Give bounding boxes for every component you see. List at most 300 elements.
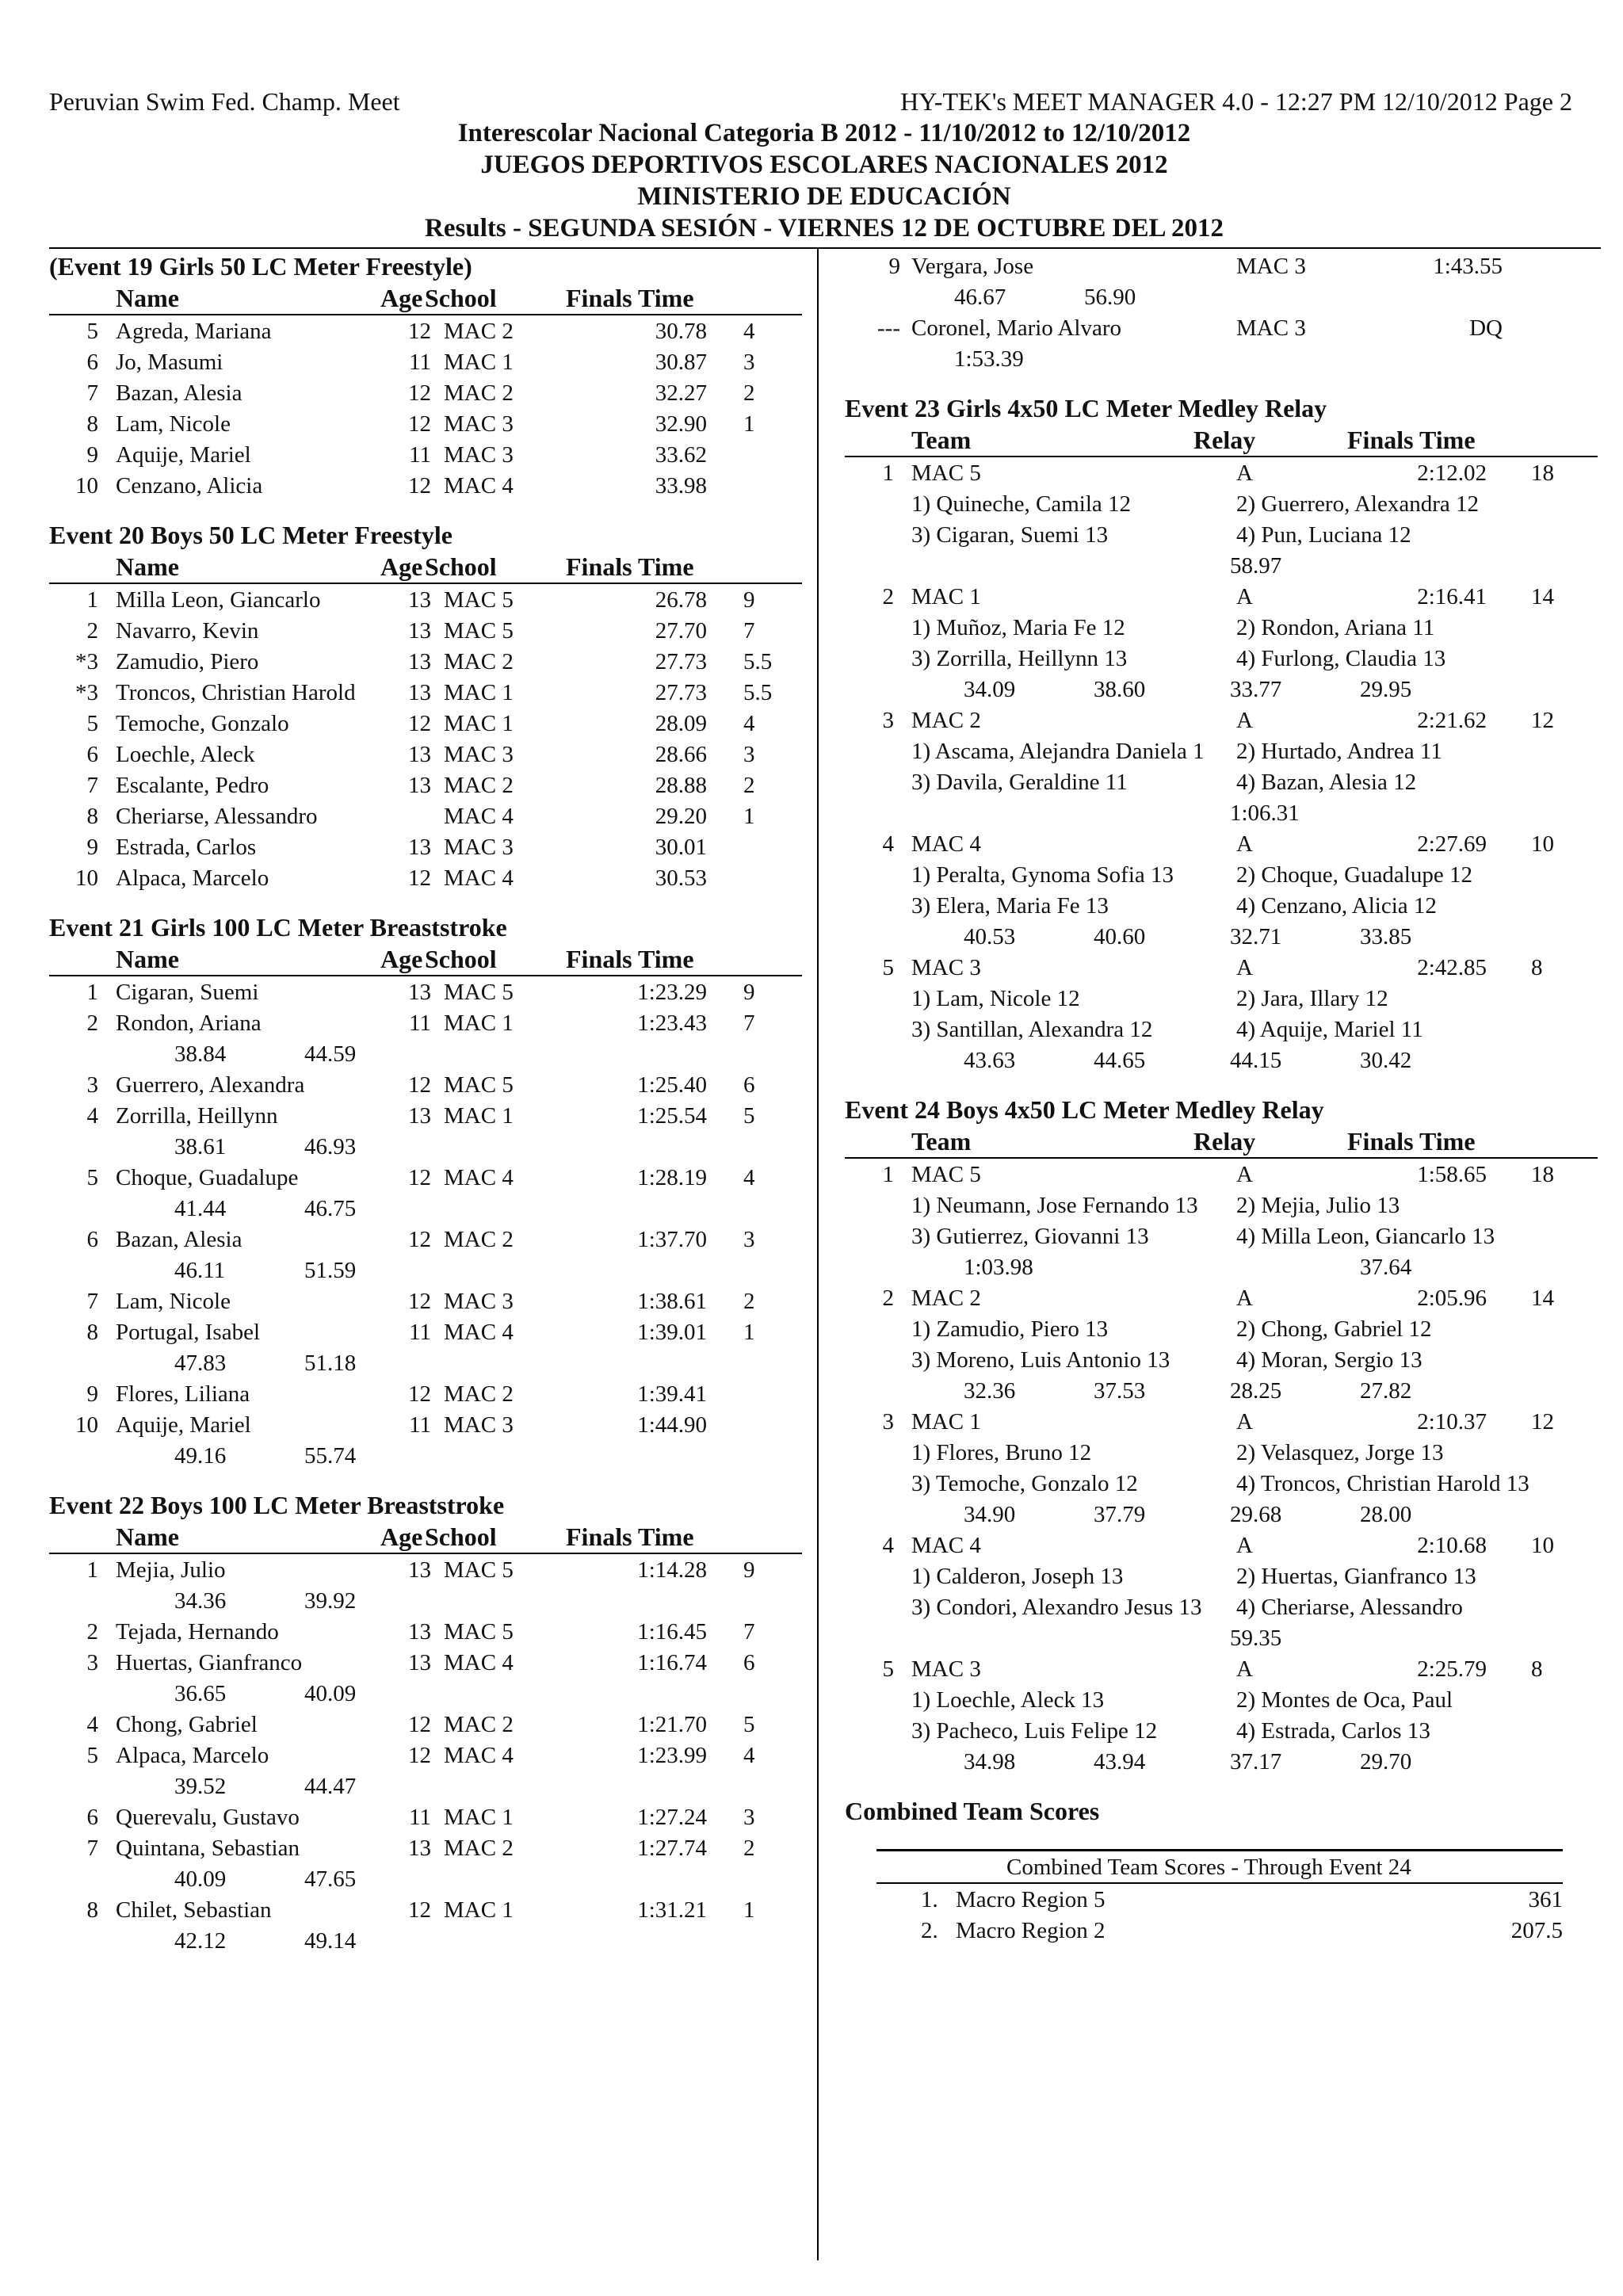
relay-letter: A [1236,831,1253,857]
relay-letter: A [1236,1533,1253,1558]
split-row [845,343,1598,374]
age: 12 [408,1227,431,1252]
points: 12 [1531,708,1554,733]
place: 5 [86,1165,98,1190]
swimmer-name: Vergara, Jose [911,254,1034,279]
relay-swimmers [845,1715,1598,1746]
result-row [49,1616,810,1647]
team-rank: 2. [921,1918,938,1943]
relay-swimmer: 4) Estrada, Carlos 13 [1236,1718,1430,1744]
relay-letter: A [1236,708,1253,733]
relay-swimmer: 2) Rondon, Ariana 11 [1236,615,1435,640]
split-row [49,1925,810,1956]
event-title-text: Event 24 Boys 4x50 LC Meter Medley Relay [845,1095,1324,1124]
split-time: 37.17 [1230,1749,1282,1775]
split-time: 47.83 [174,1350,227,1376]
swimmer-name: Aquije, Mariel [116,442,251,468]
swimmer-name: Cenzano, Alicia [116,473,263,499]
age: 13 [408,649,431,674]
place: 1 [86,1557,98,1583]
team: MAC 1 [911,584,981,609]
team-score-row [876,1884,1563,1915]
school: MAC 5 [444,980,514,1005]
school: MAC 3 [444,1412,514,1438]
finals-time: 33.98 [655,473,707,499]
points: 6 [743,1072,755,1098]
school: MAC 1 [444,680,514,705]
place: 9 [86,442,98,468]
school: MAC 4 [444,1165,514,1190]
age: 13 [408,980,431,1005]
meet-title: Interescolar Nacional Categoria B 2012 - 11/10/2012 to 12/10/2012 [457,119,1191,147]
relay-swimmer: 4) Moran, Sergio 13 [1236,1347,1423,1373]
age: 13 [408,680,431,705]
age: 12 [408,1381,431,1407]
school: MAC 1 [444,1010,514,1036]
split-row [49,1585,810,1616]
school: MAC 2 [444,773,514,798]
split-time: 46.93 [304,1134,357,1159]
finals-time: 1:44.90 [637,1412,707,1438]
age: 12 [408,319,431,344]
split-time: 55.74 [304,1443,357,1469]
relay-swimmer: 1) Calderon, Joseph 13 [911,1564,1124,1589]
age: 11 [409,350,431,375]
relay-swimmer: 1) Lam, Nicole 12 [911,986,1080,1011]
finals-time: 30.01 [655,835,707,860]
split-time: 39.92 [304,1588,357,1614]
relay-swimmer: 4) Aquije, Mariel 11 [1236,1017,1423,1042]
split-row [49,1131,810,1162]
split-time: 1:53.39 [954,346,1024,372]
finals-time: 32.27 [655,380,707,406]
swimmer-name: Alpaca, Marcelo [116,1743,269,1768]
school: MAC 4 [444,804,514,829]
relay-swimmer: 3) Pacheco, Luis Felipe 12 [911,1718,1158,1744]
place: 5 [882,955,894,980]
place: 8 [86,1897,98,1923]
age: 12 [408,1743,431,1768]
split-time: 41.44 [174,1196,227,1221]
place: 5 [86,711,98,736]
split-time: 39.52 [174,1774,227,1799]
school: MAC 2 [444,1836,514,1861]
age: 12 [408,411,431,437]
school: MAC 5 [444,618,514,644]
place: 7 [86,380,98,406]
relay-swimmers [845,890,1598,921]
swimmer-name: Querevalu, Gustavo [116,1805,300,1830]
relay-swimmers [845,1313,1598,1344]
place: 3 [86,1072,98,1098]
school: MAC 2 [444,649,514,674]
relay-swimmers [845,983,1598,1014]
finals-time: 1:14.28 [637,1557,707,1583]
school: MAC 2 [444,1227,514,1252]
header-relay: Relay [1193,1127,1256,1156]
split-time: 28.25 [1230,1378,1282,1404]
age: 12 [408,1072,431,1098]
finals-time: 1:27.24 [637,1805,707,1830]
points: 1 [743,411,755,437]
team: MAC 2 [911,1286,981,1311]
relay-swimmer: 4) Cheriarse, Alessandro [1236,1595,1463,1620]
finals-time: 26.78 [655,587,707,613]
swimmer-name: Huertas, Gianfranco [116,1650,303,1675]
header-school: School [425,552,497,581]
swimmer-name: Navarro, Kevin [116,618,259,644]
result-row [49,831,810,862]
place: 2 [86,618,98,644]
result-row [49,1832,810,1863]
split-row [845,550,1598,581]
relay-row [845,705,1598,735]
split-time: 42.12 [174,1928,227,1954]
school: MAC 4 [444,1650,514,1675]
finals-time: 27.70 [655,618,707,644]
finals-time: 2:05.96 [1417,1286,1487,1311]
relay-swimmer: 2) Velasquez, Jorge 13 [1236,1440,1444,1465]
place: 6 [86,1805,98,1830]
swimmer-name: Choque, Guadalupe [116,1165,299,1190]
finals-time: 28.66 [655,742,707,767]
points: 1 [743,1320,755,1345]
split-time: 29.68 [1230,1502,1282,1527]
swimmer-name: Aquije, Mariel [116,1412,251,1438]
school: MAC 2 [444,319,514,344]
split-time: 38.61 [174,1134,227,1159]
split-time: 49.14 [304,1928,357,1954]
swimmer-name: Portugal, Isabel [116,1320,261,1345]
points: 1 [743,1897,755,1923]
place: 7 [86,773,98,798]
place: 9 [86,1381,98,1407]
relay-swimmer: 2) Jara, Illary 12 [1236,986,1388,1011]
split-time: 40.09 [304,1681,357,1706]
place: 1 [882,460,894,486]
relay-swimmer: 3) Temoche, Gonzalo 12 [911,1471,1138,1496]
finals-time: 1:25.40 [637,1072,707,1098]
split-row [49,1678,810,1709]
team: MAC 3 [911,955,981,980]
event-title [49,250,810,282]
age: 13 [408,1619,431,1645]
result-row [49,1740,810,1771]
result-row [49,615,810,646]
result-row [49,646,810,677]
finals-time: 1:31.21 [637,1897,707,1923]
result-row [49,408,810,439]
points: 2 [743,1836,755,1861]
relay-swimmers [845,1591,1598,1622]
split-time: 1:03.98 [964,1255,1033,1280]
finals-time: 2:10.68 [1417,1533,1487,1558]
relay-swimmers [845,1468,1598,1499]
age: 12 [408,1165,431,1190]
age: 12 [408,865,431,891]
swimmer-name: Mejia, Julio [116,1557,226,1583]
split-time: 1:06.31 [1230,800,1300,826]
points: 5.5 [743,680,773,705]
place: 1 [86,980,98,1005]
split-row [845,1622,1598,1653]
place: 6 [86,350,98,375]
relay-swimmer: 1) Peralta, Gynoma Sofia 13 [911,862,1174,888]
event-title [845,392,1598,424]
points: 18 [1531,460,1554,486]
relay-swimmer: 2) Guerrero, Alexandra 12 [1236,491,1479,517]
team-scores-table-title [876,1849,1563,1884]
swimmer-name: Coronel, Mario Alvaro [911,315,1121,341]
relay-swimmer: 4) Furlong, Claudia 13 [1236,646,1446,671]
result-row [49,976,810,1007]
header-school: School [425,1522,497,1551]
team: MAC 4 [911,1533,981,1558]
header-name: Name [116,552,179,581]
split-time: 33.77 [1230,677,1282,702]
finals-time: 2:42.85 [1417,955,1487,980]
header-age: Age [380,945,423,973]
team: MAC 2 [911,708,981,733]
team-scores-table [876,1849,1563,1946]
place: 1 [882,1162,894,1187]
finals-time: 1:39.01 [637,1320,707,1345]
place: 6 [86,742,98,767]
split-row [845,1251,1598,1282]
relay-letter: A [1236,1409,1253,1435]
finals-time: 2:27.69 [1417,831,1487,857]
place: *3 [75,649,98,674]
split-time: 34.90 [964,1502,1016,1527]
swimmer-name: Flores, Liliana [116,1381,250,1407]
split-time: 40.60 [1094,924,1146,949]
team-name: Macro Region 5 [956,1887,1106,1912]
meet-name: Peruvian Swim Fed. Champ. Meet [49,87,400,116]
points: 3 [743,1805,755,1830]
relay-row [845,1406,1598,1437]
relay-swimmer: 2) Choque, Guadalupe 12 [1236,862,1472,888]
result-row [49,770,810,800]
swimmer-name: Agreda, Mariana [116,319,272,344]
software-timestamp: HY-TEK's MEET MANAGER 4.0 - 12:27 PM 12/10/2012 Page 2 [900,87,1572,116]
event-title-text: Event 21 Girls 100 LC Meter Breaststroke [49,913,507,942]
session-title: Results - SEGUNDA SESIÓN - VIERNES 12 DE OCTUBRE DEL 2012 [425,214,1224,243]
event-title [49,911,810,943]
column-header [49,943,802,976]
school: MAC 3 [444,411,514,437]
points: 7 [743,1010,755,1036]
result-row [845,250,1598,281]
result-row [49,470,810,501]
school: MAC 5 [444,1072,514,1098]
split-time: 44.59 [304,1041,357,1067]
split-time: 34.09 [964,677,1016,702]
place: 7 [86,1289,98,1314]
points: 14 [1531,584,1554,609]
points: 18 [1531,1162,1554,1187]
split-row [845,921,1598,952]
team-scores-title: Combined Team Scores [845,1797,1100,1825]
place: *3 [75,680,98,705]
relay-row [845,1159,1598,1190]
relay-row [845,1653,1598,1684]
split-row [49,1255,810,1286]
points: 9 [743,587,755,613]
place: 4 [86,1103,98,1129]
header-finals-time: Finals Time [566,945,694,973]
team: MAC 3 [911,1656,981,1682]
team: MAC 1 [911,1409,981,1435]
swimmer-name: Troncos, Christian Harold [116,680,356,705]
swimmer-name: Temoche, Gonzalo [116,711,289,736]
split-time: 44.47 [304,1774,357,1799]
header-age: Age [380,1522,423,1551]
finals-time: 1:21.70 [637,1712,707,1737]
table-title-text: Combined Team Scores - Through Event 24 [1006,1855,1411,1880]
column-header [49,1521,802,1554]
points: 4 [743,1165,755,1190]
meet-organizer: MINISTERIO DE EDUCACIÓN [637,182,1011,211]
finals-time: 2:21.62 [1417,708,1487,733]
points: 5.5 [743,649,773,674]
relay-swimmer: 3) Elera, Maria Fe 13 [911,893,1109,919]
age: 13 [408,835,431,860]
relay-swimmer: 4) Milla Leon, Giancarlo 13 [1236,1224,1495,1249]
place: 5 [86,319,98,344]
place: 8 [86,1320,98,1345]
age: 13 [408,587,431,613]
swimmer-name: Milla Leon, Giancarlo [116,587,321,613]
relay-row [845,457,1598,488]
split-time: 28.00 [1360,1502,1412,1527]
split-row [845,281,1598,312]
points: 3 [743,350,755,375]
age: 12 [408,1712,431,1737]
relay-swimmer: 1) Muñoz, Maria Fe 12 [911,615,1125,640]
split-time: 36.65 [174,1681,227,1706]
result-row [49,677,810,708]
place: 10 [75,865,98,891]
header-school: School [425,945,497,973]
relay-row [845,581,1598,612]
school: MAC 5 [444,1557,514,1583]
place: 3 [86,1650,98,1675]
split-time: 58.97 [1230,553,1282,579]
place: 4 [882,831,894,857]
age: 11 [409,442,431,468]
result-row [49,1647,810,1678]
points: 6 [743,1650,755,1675]
relay-row [845,952,1598,983]
split-time: 30.42 [1360,1048,1412,1073]
relay-swimmer: 1) Loechle, Aleck 13 [911,1687,1105,1713]
relay-swimmer: 4) Bazan, Alesia 12 [1236,770,1417,795]
swimmer-name: Guerrero, Alexandra [116,1072,305,1098]
relay-swimmer: 3) Cigaran, Suemi 13 [911,522,1109,548]
swimmer-name: Bazan, Alesia [116,1227,242,1252]
swimmer-name: Zamudio, Piero [116,649,259,674]
school: MAC 1 [444,350,514,375]
school: MAC 4 [444,865,514,891]
split-row [49,1771,810,1801]
points: 7 [743,1619,755,1645]
place: 10 [75,473,98,499]
school: MAC 1 [444,711,514,736]
finals-time: 1:16.74 [637,1650,707,1675]
relay-letter: A [1236,1162,1253,1187]
result-row [49,1007,810,1038]
points: 4 [743,1743,755,1768]
split-time: 38.84 [174,1041,227,1067]
split-time: 59.35 [1230,1626,1282,1651]
split-row [49,1193,810,1224]
result-row [49,377,810,408]
result-row [49,708,810,739]
split-time: 37.64 [1360,1255,1412,1280]
relay-swimmer: 3) Moreno, Luis Antonio 13 [911,1347,1170,1373]
team-name: Macro Region 2 [956,1918,1106,1943]
column-header [845,424,1598,457]
relay-swimmers [845,488,1598,519]
swimmer-name: Rondon, Ariana [116,1010,262,1036]
swimmer-name: Alpaca, Marcelo [116,865,269,891]
relay-swimmers [845,643,1598,674]
points: 2 [743,380,755,406]
finals-time: 1:38.61 [637,1289,707,1314]
split-time: 33.85 [1360,924,1412,949]
place: --- [877,315,900,341]
event-title [49,519,810,551]
age: 11 [409,1412,431,1438]
relay-swimmers [845,612,1598,643]
split-row [845,674,1598,705]
header-team: Team [911,426,972,454]
relay-swimmers [845,1221,1598,1251]
relay-swimmer: 2) Hurtado, Andrea 11 [1236,739,1442,764]
swimmer-name: Loechle, Aleck [116,742,255,767]
split-row [49,1038,810,1069]
points: 9 [743,980,755,1005]
place: 5 [882,1656,894,1682]
header-age: Age [380,552,423,581]
swimmer-name: Lam, Nicole [116,411,231,437]
finals-time: 1:27.74 [637,1836,707,1861]
split-time: 51.18 [304,1350,357,1376]
school: MAC 5 [444,587,514,613]
place: 2 [86,1010,98,1036]
result-row [49,346,810,377]
result-row [49,1316,810,1347]
place: 4 [86,1712,98,1737]
finals-time: 30.78 [655,319,707,344]
column-divider [817,247,819,2260]
school: MAC 3 [444,1289,514,1314]
split-row [845,1045,1598,1075]
split-row [845,797,1598,828]
swimmer-name: Zorrilla, Heillynn [116,1103,278,1129]
relay-swimmers [845,1684,1598,1715]
split-time: 29.70 [1360,1749,1412,1775]
finals-time: 1:43.55 [1433,254,1503,279]
split-time: 37.53 [1094,1378,1146,1404]
finals-time: 2:16.41 [1417,584,1487,609]
age: 13 [408,618,431,644]
event-title-text: Event 23 Girls 4x50 LC Meter Medley Relay [845,394,1327,422]
result-row [49,1554,810,1585]
relay-letter: A [1236,1656,1253,1682]
place: 2 [86,1619,98,1645]
split-time: 37.79 [1094,1502,1146,1527]
